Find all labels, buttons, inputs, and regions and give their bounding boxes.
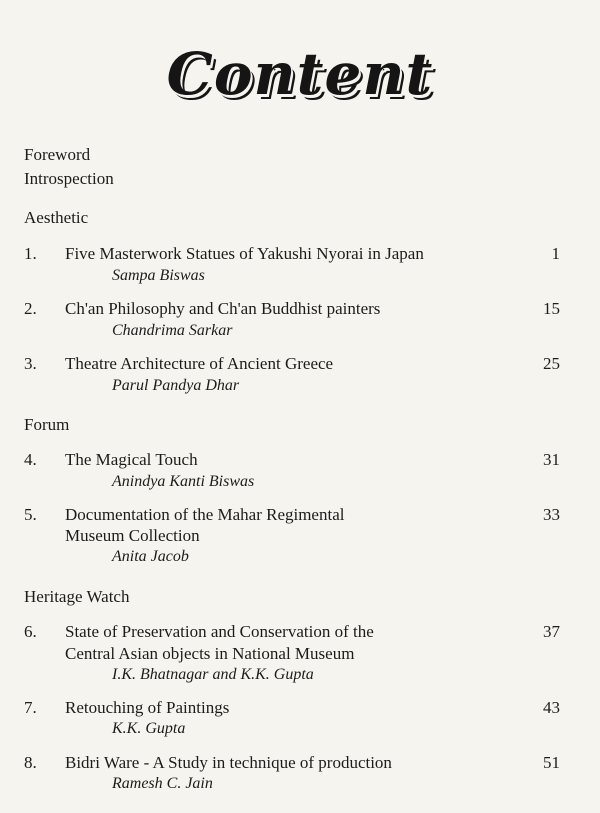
front-matter-foreword: Foreword bbox=[24, 145, 91, 164]
entry-number: 1. bbox=[24, 244, 37, 263]
section-heading: Heritage Watch bbox=[24, 587, 130, 606]
entry-title: State of Preservation and Conservation of the bbox=[65, 622, 374, 641]
entry-number: 7. bbox=[24, 698, 37, 717]
entry-author: Anindya Kanti Biswas bbox=[112, 473, 255, 490]
entry-title: The Magical Touch bbox=[65, 450, 198, 469]
entry-number: 4. bbox=[24, 450, 37, 469]
entry-title-continued: Central Asian objects in National Museum bbox=[65, 644, 355, 663]
entry-page: 25 bbox=[543, 354, 560, 373]
entry-title: Ch'an Philosophy and Ch'an Buddhist painters bbox=[65, 299, 381, 318]
entry-title: Five Masterwork Statues of Yakushi Nyorai in Japan bbox=[65, 244, 424, 263]
entry-title: Retouching of Paintings bbox=[65, 698, 230, 717]
entry-page: 51 bbox=[543, 753, 560, 772]
entry-author: I.K. Bhatnagar and K.K. Gupta bbox=[112, 666, 314, 683]
entry-page: 15 bbox=[543, 299, 560, 318]
entry-author: K.K. Gupta bbox=[112, 720, 186, 737]
entry-title-continued: Museum Collection bbox=[65, 526, 200, 545]
entry-number: 8. bbox=[24, 753, 37, 772]
entry-title: Bidri Ware - A Study in technique of production bbox=[65, 753, 392, 772]
entry-page: 33 bbox=[543, 505, 560, 524]
entry-number: 6. bbox=[24, 622, 37, 641]
entry-author: Chandrima Sarkar bbox=[112, 322, 233, 339]
section-heading: Aesthetic bbox=[24, 208, 89, 227]
entry-author: Anita Jacob bbox=[112, 548, 189, 565]
page-title: Content bbox=[166, 40, 434, 108]
entry-page: 37 bbox=[543, 622, 560, 641]
entry-page: 31 bbox=[543, 450, 560, 469]
entry-author: Ramesh C. Jain bbox=[112, 775, 213, 792]
entry-page: 1 bbox=[551, 244, 560, 263]
entry-title: Documentation of the Mahar Regimental bbox=[65, 505, 345, 524]
entry-number: 2. bbox=[24, 299, 37, 318]
entry-page: 43 bbox=[543, 698, 560, 717]
entry-title: Theatre Architecture of Ancient Greece bbox=[65, 354, 334, 373]
entry-author: Parul Pandya Dhar bbox=[112, 377, 240, 394]
section-heading: Forum bbox=[24, 415, 70, 434]
entry-author: Sampa Biswas bbox=[112, 267, 205, 284]
entry-number: 5. bbox=[24, 505, 37, 524]
front-matter-introspection: Introspection bbox=[24, 169, 114, 188]
entry-number: 3. bbox=[24, 354, 37, 373]
